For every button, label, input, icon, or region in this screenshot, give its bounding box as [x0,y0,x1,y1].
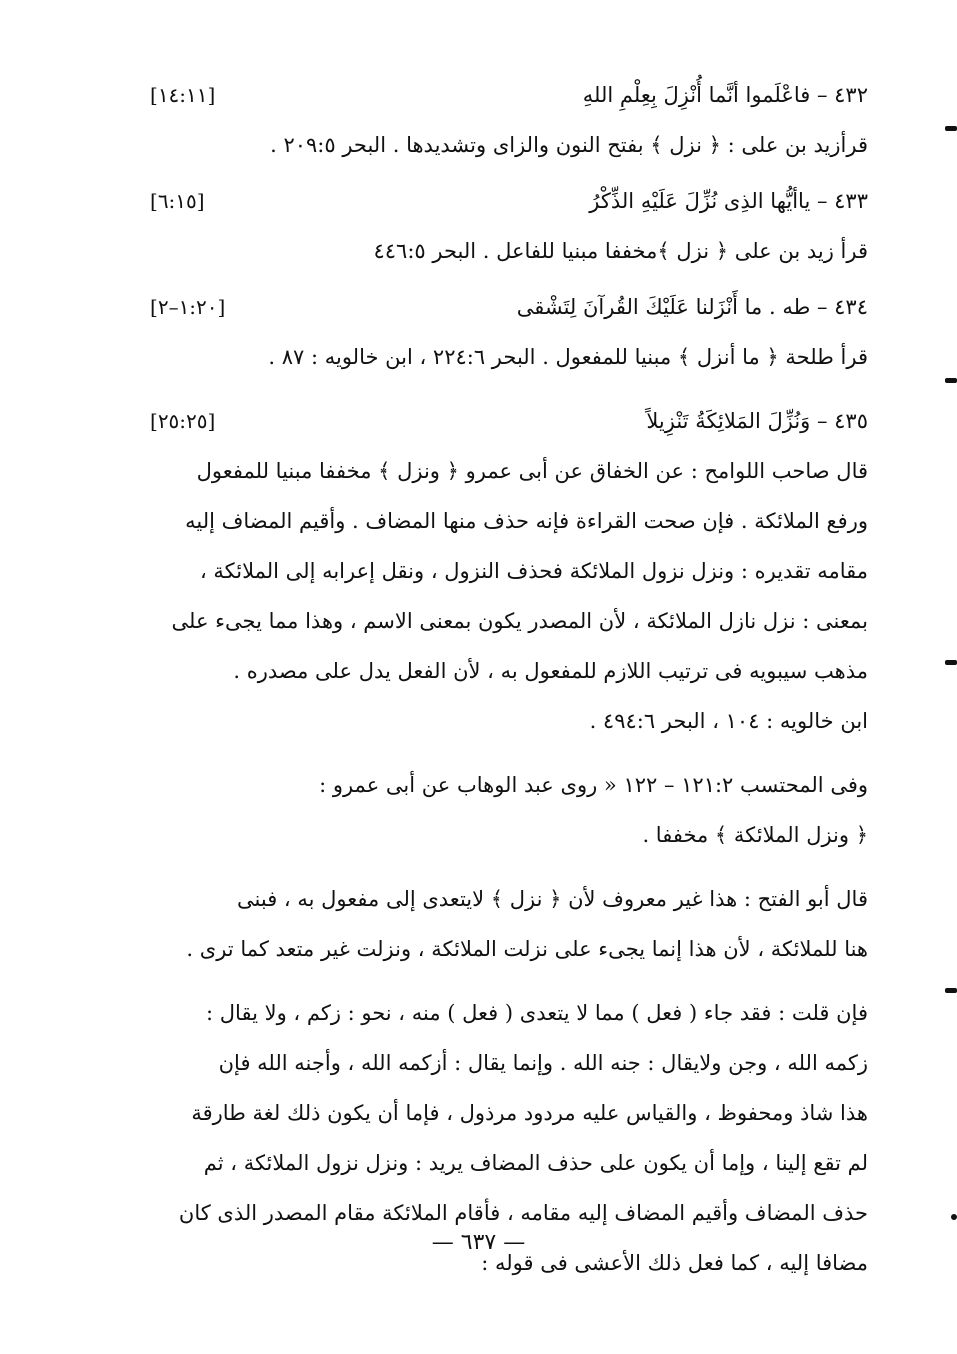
page-body [140,70,868,1288]
note-435-line: قال صاحب اللوامح : عن الخفاق عن أبى عمرو ﴿ ونزل ﴾ مخففا مبنيا للمفعول [196,459,868,483]
verse-434: ٤٣٤ – طه . ما أَنْزَلنا عَلَيْكَ القُرآنَ لِتَشْقى [516,295,868,319]
margin-mark [951,1214,957,1220]
abulfath-line: هنا للملائكة ، لأن هذا إنما يجىء على نزلت الملائكة ، ونزلت غير متعد كما ترى . [186,937,868,961]
entry-433-head [140,176,868,226]
paragraph-line: مضافا إليه ، كما فعل ذلك الأعشى فى قوله : [481,1251,868,1275]
paragraph-line: حذف المضاف وأقيم المضاف إليه مقامه ، فأقام الملائكة مقام المصدر الذى كان [178,1201,868,1225]
muhtasib-line: ﴿ ونزل الملائكة ﴾ مخففا . [642,823,868,847]
note-435-line: ابن خالويه : ١٠٤ ، البحر ٤٩٤:٦ . [589,709,868,733]
note-435-line: مقامه تقديره : ونزل نزول الملائكة فحذف النزول ، ونقل إعرابه إلى الملائكة ، [199,559,868,583]
paragraph-line: هذا شاذ ومحفوظ ، والقياس عليه مردود مرذول ، فإما أن يكون ذلك لغة طارقة [191,1101,868,1125]
abulfath-line: قال أبو الفتح : هذا غير معروف لأن ﴿ نزل ﴾ لايتعدى إلى مفعول به ، فبنى [237,887,868,911]
verse-ref-435: [٢٥:٢٥] [150,409,216,433]
note-435-line: ورفع الملائكة . فإن صحت القراءة فإنه حذف منها المضاف . وأقيم المضاف إليه [185,509,868,533]
verse-ref-432: [١٤:١١] [150,83,216,107]
verse-433: ٤٣٣ – ياأيُّها الذِى نُزِّلَ عَلَيْهِ الذِّكْرُ [589,189,868,213]
margin-mark [945,988,957,993]
margin-mark [945,378,957,383]
margin-mark [945,126,957,131]
page-number: — ٦٣٧ — [431,1230,526,1255]
paragraph-line: لم تقع إلينا ، وإما أن يكون على حذف المضاف يريد : ونزل نزول الملائكة ، ثم [203,1151,868,1175]
entry-435-head [140,396,868,446]
margin-mark [945,660,957,665]
note-433: قرأ زيد بن على ﴿ نزل ﴾مخففا مبنيا للفاعل . البحر ٤٤٦:٥ [373,239,868,263]
note-435-line: مذهب سيبويه فى ترتيب اللازم للمفعول به ، لأن الفعل يدل على مصدره . [233,659,868,683]
note-432: قرأزيد بن على : ﴿ نزل ﴾ بفتح النون والزاى وتشديدها . البحر ٢٠٩:٥ . [270,133,868,157]
entry-434-head [140,282,868,332]
note-435-line: بمعنى : نزل نازل الملائكة ، لأن المصدر يكون بمعنى الاسم ، وهذا مما يجىء على [171,609,868,633]
verse-ref-433: [٦:١٥] [150,189,205,213]
verse-435: ٤٣٥ – وَنُزِّلَ المَلائِكَةُ تَنْزِيلاً [646,409,868,433]
paragraph-line: زكمه الله ، وجن ولايقال : جنه الله . وإنما يقال : أزكمه الله ، وأجنه الله فإن [218,1051,868,1075]
paragraph-line: فإن قلت : فقد جاء ( فعل ) مما لا يتعدى ( فعل ) منه ، نحو : زكم ، ولا يقال : [206,1001,868,1025]
verse-432: ٤٣٢ – فاعْلَموا أنَّما أُنْزِلَ بِعِلْمِ اللهِ [582,83,868,107]
muhtasib-line: وفى المحتسب ١٢١:٢ – ١٢٢ « روى عبد الوهاب عن أبى عمرو : [319,773,868,797]
verse-ref-434: [١:٢٠–٢] [150,295,226,319]
note-434: قرأ طلحة ﴿ ما أنزل ﴾ مبنيا للمفعول . البحر ٢٢٤:٦ ، ابن خالويه : ٨٧ . [268,345,868,369]
entry-432-head [140,70,868,120]
